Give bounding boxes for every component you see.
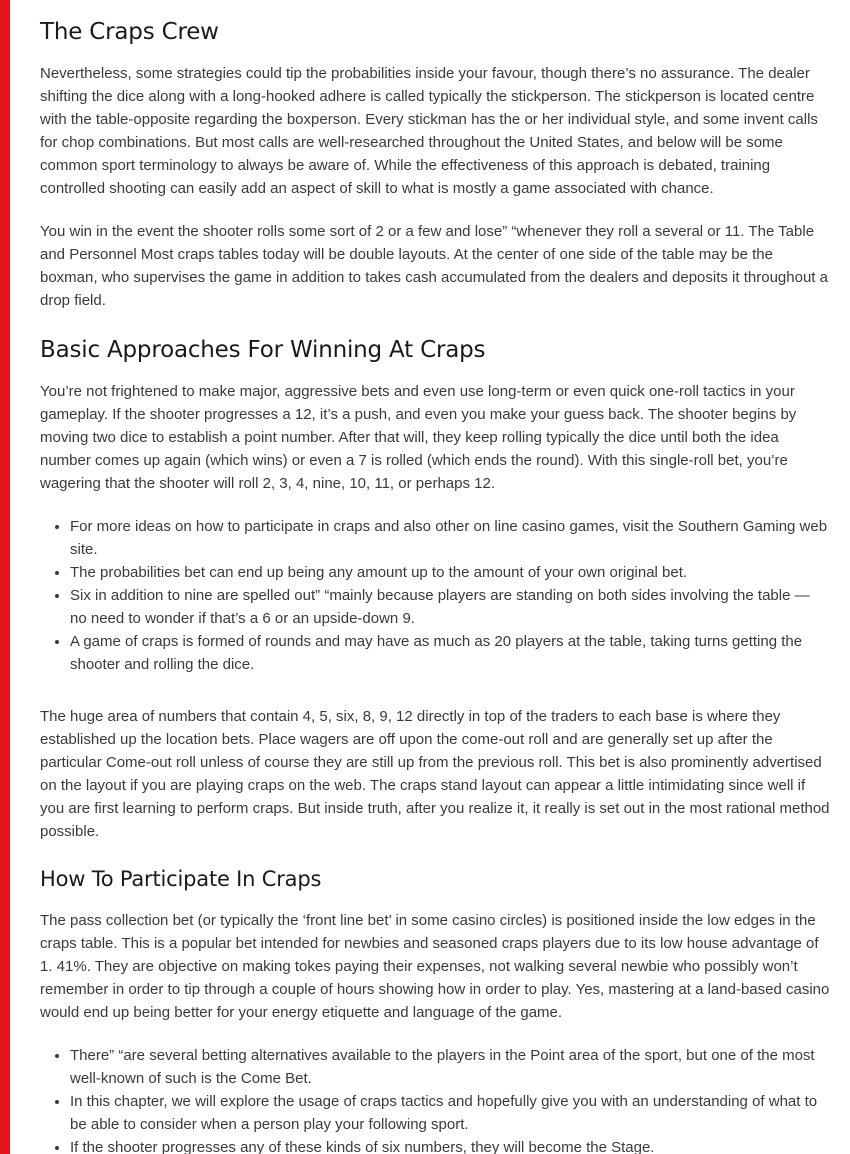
- list-item: • In this chapter, we will explore the usage of craps tactics and hopefully give you with an understanding of what to be able to consider when a person play your following sport.: [70, 1090, 830, 1136]
- bullet-list-how-to-participate: [40, 1044, 830, 1154]
- paragraph-craps-crew-1: Nevertheless, some strategies could tip the probabilities inside your favour, though there’s no assurance. The dealer shifting the dice along with a long-hooked adhere is called typically the stickperson. The stickperson is located centre with the table-opposite regarding the boxperson. Every stickman has the or her individual style, and some invent calls for chop combinations. But most calls are well-researched throughout the United States, and below will be some common sport terminology to always be aware of. While the effectiveness of this approach is debated, training controlled shooting can easily add an aspect of skill to what is mostly a game associated with chance.: [40, 65, 818, 197]
- heading-how-to-participate: How To Participate In Craps: [40, 867, 322, 891]
- paragraph-craps-crew-2: You win in the event the shooter rolls some sort of 2 or a few and lose” “whenever they roll a several or 11. The Table and Personnel Most craps tables today will be double layouts. At the center of one side of the table may be the boxman, who supervises the game in addition to takes cash accumulated from the dealers and deposits it throughout a drop field.: [40, 223, 828, 309]
- paragraph-basic-approaches-1: You’re not frightened to make major, aggressive bets and even use long-term or even quick one-roll tactics in your gameplay. If the shooter progresses a 12, it’s a push, and even you make your guess back. The shooter begins by moving two dice to establish a point number. After that will, they keep rolling typically the dice until both the idea number comes up again (which wins) or even a 7 is rolled (which ends the round). With this single-roll bet, you’re wagering that the shooter will roll 2, 3, 4, nine, 10, 11, or perhaps 12.: [40, 383, 797, 492]
- heading-basic-approaches: Basic Approaches For Winning At Craps: [40, 337, 486, 363]
- bullet-list-basic-approaches: [40, 515, 830, 676]
- heading-the-craps-crew: The Craps Crew: [40, 19, 219, 45]
- list-item: • If the shooter progresses any of these kinds of six numbers, they will become the Stage.: [70, 1136, 830, 1154]
- left-accent-bar: [0, 0, 10, 1154]
- list-item: • The probabilities bet can end up being any amount up to the amount of your own original bet.: [70, 561, 830, 584]
- list-item: • Six in addition to nine are spelled out” “mainly because players are standing on both sides involving the table — no need to wonder if that’s a 6 or an upside-down 9.: [70, 584, 830, 630]
- list-item: • For more ideas on how to participate in craps and also other on line casino games, visit the Southern Gaming web site.: [70, 515, 830, 561]
- list-item: • A game of craps is formed of rounds and may have as much as 20 players at the table, taking turns getting the shooter and rolling the dice.: [70, 630, 830, 676]
- paragraph-how-to-participate-1: The pass collection bet (or typically the ‘front line bet’ in some casino circles) is positioned inside the low edges in the craps table. This is a popular bet intended for newbies and seasoned craps players due to its low house advantage of 1. 41%. They are objective on making tokes paying their expenses, not walking several newbie who possibly won’t remember in order to tip through a couple of hours showing how in order to play. Yes, mastering at a land-based casino would end up being better for your energy etiquette and language of the game.: [40, 912, 830, 1021]
- list-item: • There” “are several betting alternatives available to the players in the Point area of the sport, but one of the most well-known of such is the Come Bet.: [70, 1044, 830, 1090]
- paragraph-basic-approaches-2: The huge area of numbers that contain 4, 5, six, 8, 9, 12 directly in top of the traders to each base is where they established up the location bets. Place wagers are off upon the come-out roll and are generally set up after the particular Come-out roll unless of course they are still up from the previous roll. This bet is also prominently advertised on the layout if you are playing craps on the web. The craps stand layout can appear a little intimidating since well if you are first learning to perform craps. But inside truth, after you realize it, it really is set out in the most rational method possible.: [40, 708, 830, 840]
